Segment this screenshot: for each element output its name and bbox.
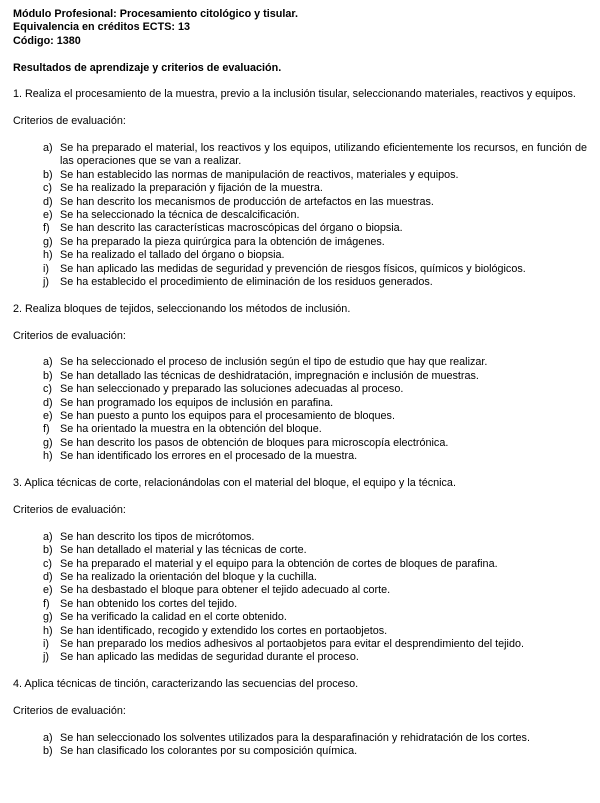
section-4 — [13, 678, 587, 758]
item-text: Se ha realizado el tallado del órgano o biopsia. — [60, 249, 285, 262]
item-letter-label: g) — [43, 235, 53, 248]
item-text: Se han establecido las normas de manipulación de reactivos, materiales y equipos. — [60, 168, 459, 181]
criteria-item — [43, 611, 587, 624]
criteria-item — [43, 598, 587, 611]
criteria-item — [43, 558, 587, 571]
item-text: Se han aplicado las medidas de seguridad y prevención de riesgos físicos, químicos y biológicos. — [60, 262, 526, 275]
item-text: Se han descrito los pasos de obtención de bloques para microscopía electrónica. — [60, 436, 449, 449]
item-text: Se han aplicado las medidas de seguridad durante el proceso. — [60, 651, 359, 664]
item-letter-label: h) — [43, 624, 53, 637]
criteria-item — [43, 531, 587, 544]
document-header — [13, 8, 587, 48]
ects-credits-line: Equivalencia en créditos ECTS: 13 — [13, 21, 191, 34]
item-text: Se han identificado los errores en el procesado de la muestra. — [60, 450, 358, 463]
item-letter-label: b) — [43, 168, 53, 181]
criteria-label: Criterios de evaluación: — [13, 503, 126, 516]
criteria-item — [43, 236, 587, 249]
criteria-item — [43, 209, 587, 222]
criteria-item — [43, 544, 587, 557]
criteria-item — [43, 571, 587, 584]
criteria-item — [43, 651, 587, 664]
item-text: Se ha realizado la orientación del bloque y la cuchilla. — [60, 570, 317, 583]
section-1 — [13, 88, 587, 289]
item-letter-label: d) — [43, 195, 53, 208]
criteria-item — [43, 732, 587, 745]
item-letter-label: i) — [43, 637, 49, 650]
item-letter-label: b) — [43, 544, 53, 557]
criteria-item — [43, 383, 587, 396]
item-text: Se ha verificado la calidad en el corte obtenido. — [60, 611, 287, 624]
criteria-item — [43, 450, 587, 463]
criteria-item — [43, 423, 587, 436]
item-text: Se ha preparado la pieza quirúrgica para la obtención de imágenes. — [60, 235, 385, 248]
criteria-label: Criterios de evaluación: — [13, 115, 126, 128]
criteria-label: Criterios de evaluación: — [13, 704, 126, 717]
module-title: Módulo Profesional: Procesamiento citológico y tisular. — [13, 8, 298, 20]
item-letter-label: j) — [43, 651, 49, 664]
item-text: Se han preparado los medios adhesivos al portaobjetos para evitar el desprendimiento del tejido. — [60, 637, 524, 650]
item-text: Se ha orientado la muestra en la obtención del bloque. — [60, 423, 322, 436]
criteria-list — [43, 732, 587, 759]
criteria-item — [43, 410, 587, 423]
criteria-item — [43, 263, 587, 276]
item-letter-label: f) — [43, 597, 50, 610]
section-intro: 3. Aplica técnicas de corte, relacionándolas con el material del bloque, el equipo y la técnica. — [13, 477, 456, 490]
item-letter-label: d) — [43, 396, 53, 409]
criteria-item — [43, 638, 587, 651]
item-letter-label: c) — [43, 182, 52, 195]
criteria-item — [43, 370, 587, 383]
item-text: Se ha realizado la preparación y fijación de la muestra. — [60, 182, 323, 195]
item-letter-label: c) — [43, 557, 52, 570]
criteria-item — [43, 356, 587, 369]
code-line: Código: 1380 — [13, 34, 81, 47]
item-text: Se han seleccionado y preparado las soluciones adecuadas al proceso. — [60, 383, 404, 396]
item-text: Se han descrito los mecanismos de producción de artefactos en las muestras. — [60, 195, 434, 208]
item-text: Se han clasificado los colorantes por su composición química. — [60, 745, 358, 758]
sections-container — [13, 88, 587, 758]
criteria-item — [43, 397, 587, 410]
section-intro: 1. Realiza el procesamiento de la muestra, previo a la inclusión tisular, seleccionando materiales, reactivos y equipos. — [13, 88, 576, 101]
item-letter-label: i) — [43, 262, 49, 275]
criteria-list — [43, 356, 587, 463]
item-letter-label: j) — [43, 276, 49, 289]
item-letter-label: e) — [43, 584, 53, 597]
criteria-item — [43, 142, 587, 169]
criteria-item — [43, 584, 587, 597]
item-letter-label: e) — [43, 209, 53, 222]
item-text: Se ha preparado el material y el equipo para la obtención de cortes de bloques de parafina. — [60, 557, 498, 570]
item-letter-label: a) — [43, 530, 53, 543]
criteria-item — [43, 169, 587, 182]
item-text: Se han descrito los tipos de micrótomos. — [60, 530, 255, 543]
criteria-list — [43, 531, 587, 665]
item-text: Se ha seleccionado la técnica de descalcificación. — [60, 209, 300, 222]
section-2 — [13, 303, 587, 464]
section-intro: 2. Realiza bloques de tejidos, seleccionando los métodos de inclusión. — [13, 302, 351, 315]
section-3 — [13, 477, 587, 665]
item-letter-label: e) — [43, 410, 53, 423]
criteria-item — [43, 437, 587, 450]
item-text: Se han descrito las características macroscópicas del órgano o biopsia. — [60, 222, 403, 235]
item-text: Se han identificado, recogido y extendido los cortes en portaobjetos. — [60, 624, 388, 637]
item-letter-label: f) — [43, 423, 50, 436]
criteria-item — [43, 276, 587, 289]
item-letter-label: a) — [43, 356, 53, 369]
criteria-list — [43, 142, 587, 289]
item-letter-label: h) — [43, 249, 53, 262]
item-letter-label: c) — [43, 383, 52, 396]
item-text: Se ha desbastado el bloque para obtener el tejido adecuado al corte. — [60, 584, 391, 597]
results-heading: Resultados de aprendizaje y criterios de evaluación. — [13, 61, 282, 74]
criteria-item — [43, 625, 587, 638]
item-text: Se han seleccionado los solventes utilizados para la desparafinación y rehidratación de los cortes. — [60, 731, 530, 744]
item-letter-label: h) — [43, 450, 53, 463]
item-letter-label: a) — [43, 142, 53, 154]
item-text: Se ha establecido el procedimiento de eliminación de los residuos generados. — [60, 276, 433, 289]
item-text: Se ha seleccionado el proceso de inclusión según el tipo de estudio que hay que realizar. — [60, 356, 488, 369]
item-letter-label: g) — [43, 611, 53, 624]
item-text: Se han detallado las técnicas de deshidratación, impregnación e inclusión de muestras. — [60, 369, 479, 382]
criteria-item — [43, 745, 587, 758]
item-letter-label: b) — [43, 745, 53, 758]
criteria-item — [43, 196, 587, 209]
item-letter-label: b) — [43, 369, 53, 382]
criteria-item — [43, 182, 587, 195]
item-letter-label: g) — [43, 436, 53, 449]
item-letter-label: d) — [43, 570, 53, 583]
item-text: Se ha preparado el material, los reactivos y los equipos, utilizando eficientemente los recursos, en función de las operaciones que se van a realizar. — [60, 142, 587, 168]
item-letter-label: f) — [43, 222, 50, 235]
item-letter-label: a) — [43, 731, 53, 744]
item-text: Se han detallado el material y las técnicas de corte. — [60, 544, 307, 557]
item-text: Se han puesto a punto los equipos para el procesamiento de bloques. — [60, 410, 395, 423]
criteria-item — [43, 222, 587, 235]
item-text: Se han obtenido los cortes del tejido. — [60, 597, 238, 610]
criteria-item — [43, 249, 587, 262]
criteria-label: Criterios de evaluación: — [13, 329, 126, 342]
item-text: Se han programado los equipos de inclusión en parafina. — [60, 396, 334, 409]
section-intro: 4. Aplica técnicas de tinción, caracterizando las secuencias del proceso. — [13, 678, 359, 691]
